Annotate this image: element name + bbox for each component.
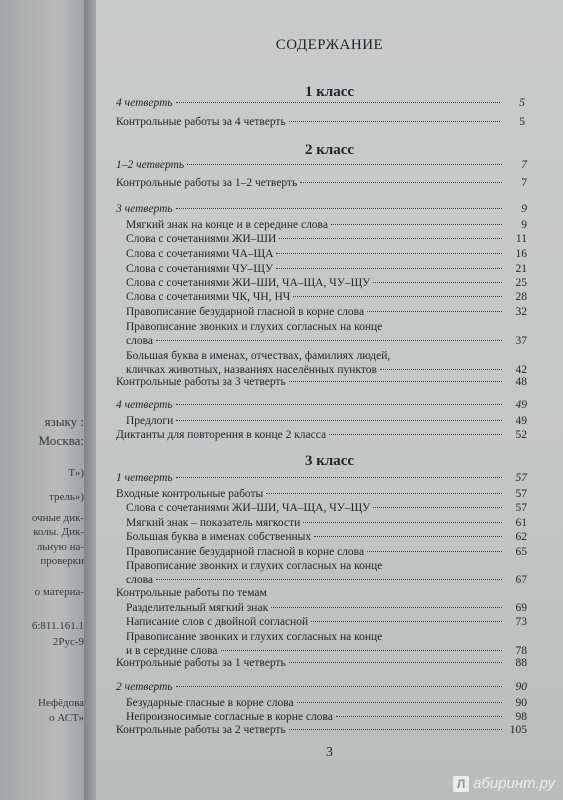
left-fragment: очные дик- [31, 512, 84, 524]
toc-entry: Слова с сочетаниями ЖИ–ШИ 11 [126, 233, 527, 245]
toc-entry: 1 четверть 57 [116, 472, 527, 484]
left-fragment: о материа- [34, 586, 84, 598]
grade-heading: 2 класс [304, 142, 355, 158]
toc-entry: 2 четверть 90 [116, 681, 527, 693]
toc-entry: Написание слов с двойной согласной 73 [126, 616, 527, 628]
toc-entry: Контрольные работы за 1–2 четверть 7 [116, 177, 527, 189]
toc-entry: Контрольные работы за 2 четверть 105 [116, 724, 527, 736]
left-fragment: проверки [40, 555, 84, 567]
left-fragment: колы. Дик- [33, 526, 84, 538]
left-fragment: 2Рус-9 [52, 636, 84, 648]
toc-entry: Слова с сочетаниями ЧУ–ЩУ 21 [126, 263, 527, 275]
toc-entry: 4 четверть 49 [116, 399, 527, 411]
left-fragment: Т») [68, 467, 84, 479]
toc-entry-line1: Большая буква в именах, отчествах, фамилиях людей, [126, 350, 391, 362]
toc-entry: Мягкий знак – показатель мягкости 61 [126, 517, 527, 529]
toc-entry: кличках животных, названиях населённых пунктов 42 [126, 364, 527, 376]
left-fragment: 6:811.161.1 [31, 620, 84, 632]
page-number: 3 [326, 745, 333, 760]
toc-entry: Контрольные работы за 4 четверть 5 [116, 116, 525, 128]
grade-heading: 3 класс [304, 453, 355, 469]
toc-entry-line1: Правописание звонких и глухих согласных на конце [126, 560, 383, 572]
toc-entry: Безударные гласные в корне слова 90 [126, 697, 527, 709]
toc-entry-line1: Правописание звонких и глухих согласных на конце [126, 631, 383, 643]
toc-entry: Слова с сочетаниями ЖИ–ШИ, ЧА–ЩА, ЧУ–ЩУ 57 [126, 502, 527, 514]
left-fragment: трель») [49, 491, 84, 503]
toc-entry: 3 четверть 9 [116, 203, 527, 215]
grade-heading: 1 класс [304, 84, 355, 100]
toc-entry: Слова с сочетаниями ЖИ–ШИ, ЧА–ЩА, ЧУ–ЩУ 25 [126, 277, 527, 289]
toc-entry: Слова с сочетаниями ЧК, ЧН, НЧ 28 [126, 291, 527, 303]
toc-entry: Диктанты для повторения в конце 2 класса 52 [116, 429, 527, 441]
left-fragment: Нефёдова [38, 697, 84, 709]
labirint-logo-icon: Л [453, 776, 469, 792]
toc-entry: Слова с сочетаниями ЧА–ЩА 16 [126, 248, 527, 260]
toc-entry-line1: Правописание звонких и глухих согласных на конце [126, 321, 383, 333]
toc-entry: Входные контрольные работы 57 [116, 488, 527, 500]
toc-entry: Правописание безударной гласной в корне слова 32 [126, 306, 527, 318]
left-fragment: языку : [44, 414, 84, 429]
left-fragment: о АСТ» [49, 712, 84, 724]
contents-page [96, 0, 563, 800]
toc-entry: Разделительный мягкий знак 69 [126, 602, 527, 614]
toc-entry: Предлоги 49 [126, 415, 527, 427]
toc-entry: 1–2 четверть 7 [116, 159, 527, 171]
page-title: СОДЕРЖАНИЕ [275, 37, 384, 53]
toc-entry: 4 четверть 5 [116, 97, 525, 109]
toc-subheading: Контрольные работы по темам [116, 587, 267, 599]
toc-entry: и в середине слова 78 [126, 645, 527, 657]
left-fragment: льную на- [36, 541, 84, 553]
toc-entry: Большая буква в именах собственных 62 [126, 531, 527, 543]
toc-entry: Контрольные работы за 3 четверть 48 [116, 376, 527, 388]
toc-entry: Мягкий знак на конце и в середине слова 9 [126, 219, 527, 231]
toc-entry: слова 67 [126, 574, 527, 586]
left-page-edge [0, 0, 86, 800]
watermark-text: абиринт.ру [473, 775, 555, 792]
toc-entry: Непроизносимые согласные в корне слова 98 [126, 711, 527, 723]
left-fragment: Москва: [38, 433, 84, 448]
watermark [453, 775, 555, 792]
toc-entry: слова 37 [126, 335, 527, 347]
toc-entry: Контрольные работы за 1 четверть 88 [116, 657, 527, 669]
toc-entry: Правописание безударной гласной в корне слова 65 [126, 546, 527, 558]
